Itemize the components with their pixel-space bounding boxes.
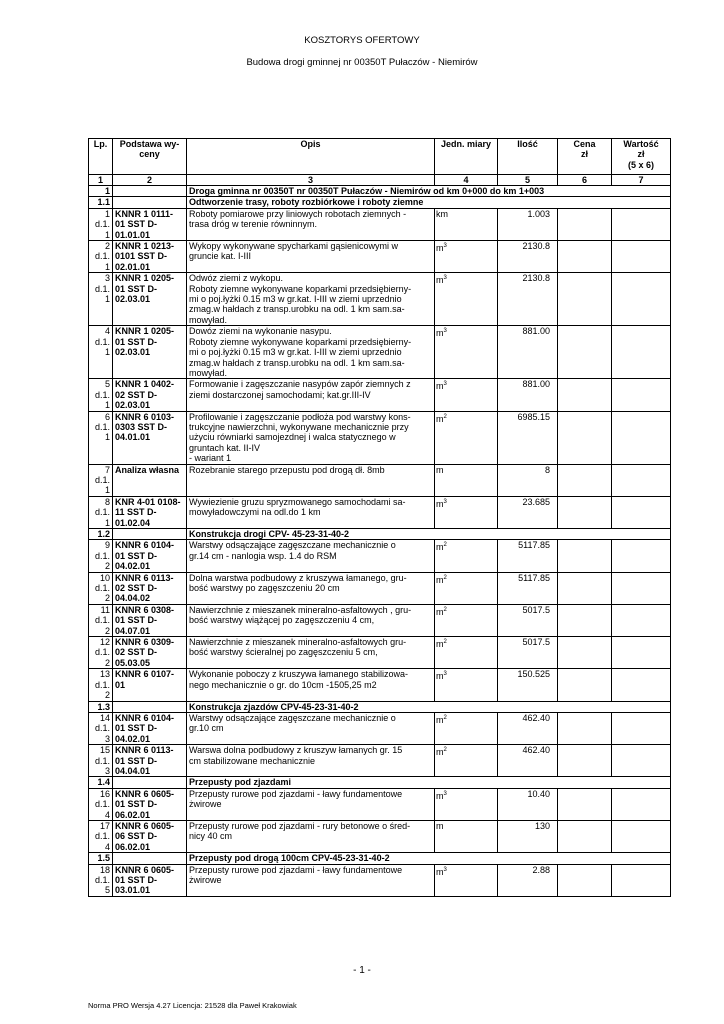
item-description: Nawierzchnie z mieszanek mineralno-asfaltowych , gru- bość warstwy wiążącej po zagęszczeniu 4 cm, bbox=[187, 604, 435, 636]
empty-cell bbox=[113, 529, 187, 540]
header-value: Wartość zł (5 x 6) bbox=[612, 139, 671, 175]
item-unit: $m^2$ bbox=[435, 540, 498, 572]
document-subtitle: Budowa drogi gminnej nr 00350T Pułaczów - Niemirów bbox=[246, 57, 478, 68]
item-price bbox=[558, 637, 612, 669]
item-price bbox=[558, 745, 612, 777]
table-row bbox=[89, 464, 671, 496]
item-unit: $m^3$ bbox=[435, 379, 498, 411]
header-price: Cena zł bbox=[558, 139, 612, 175]
item-value bbox=[612, 669, 671, 701]
page-number: - 1 - bbox=[353, 965, 371, 976]
item-price bbox=[558, 241, 612, 273]
header-quantity: Ilość bbox=[498, 139, 558, 175]
item-basis: KNNR 6 0107- 01 bbox=[113, 669, 187, 701]
item-unit: $m^2$ bbox=[435, 712, 498, 744]
item-description: Wykopy wykonywane spycharkami gąsienicowymi w gruncie kat. I-III bbox=[187, 241, 435, 273]
item-quantity: 2130.8 bbox=[498, 273, 558, 326]
table-row bbox=[89, 820, 671, 852]
item-basis: KNNR 1 0213- 0101 SST D- 02.01.01 bbox=[113, 241, 187, 273]
table-row bbox=[89, 208, 671, 240]
item-lp: 3 d.1. 1 bbox=[89, 273, 113, 326]
column-number: 2 bbox=[113, 175, 187, 186]
empty-cell bbox=[113, 701, 187, 712]
item-lp: 5 d.1. 1 bbox=[89, 379, 113, 411]
item-value bbox=[612, 745, 671, 777]
item-quantity: 6985.15 bbox=[498, 411, 558, 464]
item-value bbox=[612, 208, 671, 240]
item-unit: $m^2$ bbox=[435, 604, 498, 636]
item-description: Warstwy odsączające zagęszczane mechanicznie o gr.10 cm bbox=[187, 712, 435, 744]
table-row bbox=[89, 411, 671, 464]
item-description: Dowóz ziemi na wykonanie nasypu. Roboty ziemne wykonywane koparkami przedsiębierny- mi o poj.łyżki 0.15 m3 w gr.kat. I-III w ziemi uprzednio zmag.w hałdach z transp.urobku na odl. 1 km sam.sa- mowyład. bbox=[187, 326, 435, 379]
item-value bbox=[612, 496, 671, 528]
item-description: Przepusty rurowe pod zjazdami - rury betonowe o śred- nicy 40 cm bbox=[187, 820, 435, 852]
item-value bbox=[612, 241, 671, 273]
section-title: Droga gminna nr 00350T nr 00350T Pułaczów - Niemirów od km 0+000 do km 1+003 bbox=[187, 186, 671, 197]
header-lp: Lp. bbox=[89, 139, 113, 175]
item-unit: $m^3$ bbox=[435, 326, 498, 379]
item-value bbox=[612, 540, 671, 572]
section-title: Konstrukcja zjazdów CPV-45-23-31-40-2 bbox=[187, 701, 671, 712]
item-description: Przepusty rurowe pod zjazdami - ławy fundamentowe żwirowe bbox=[187, 864, 435, 896]
item-description: Rozebranie starego przepustu pod drogą dł. 8mb bbox=[187, 464, 435, 496]
item-unit: $m^3$ bbox=[435, 241, 498, 273]
item-quantity: 2.88 bbox=[498, 864, 558, 896]
item-basis: KNNR 6 0103- 0303 SST D- 04.01.01 bbox=[113, 411, 187, 464]
item-value bbox=[612, 273, 671, 326]
item-quantity: 8 bbox=[498, 464, 558, 496]
section-number: 1.2 bbox=[89, 529, 113, 540]
item-unit: $m^3$ bbox=[435, 496, 498, 528]
item-quantity: 5017.5 bbox=[498, 637, 558, 669]
item-quantity: 1.003 bbox=[498, 208, 558, 240]
item-value bbox=[612, 379, 671, 411]
section-number: 1.3 bbox=[89, 701, 113, 712]
table-row bbox=[89, 379, 671, 411]
item-price bbox=[558, 496, 612, 528]
item-basis: KNNR 6 0113- 01 SST D- 04.04.01 bbox=[113, 745, 187, 777]
item-lp: 11 d.1. 2 bbox=[89, 604, 113, 636]
column-number: 6 bbox=[558, 175, 612, 186]
item-price bbox=[558, 788, 612, 820]
item-value bbox=[612, 864, 671, 896]
table-row bbox=[89, 273, 671, 326]
item-lp: 15 d.1. 3 bbox=[89, 745, 113, 777]
table-row bbox=[89, 712, 671, 744]
section-title: Odtworzenie trasy, roboty rozbiórkowe i roboty ziemne bbox=[187, 197, 671, 208]
item-unit: m bbox=[435, 464, 498, 496]
item-unit: $m^3$ bbox=[435, 864, 498, 896]
item-price bbox=[558, 464, 612, 496]
item-basis: KNNR 6 0605- 06 SST D- 06.02.01 bbox=[113, 820, 187, 852]
item-basis: KNNR 6 0104- 01 SST D- 04.02.01 bbox=[113, 540, 187, 572]
item-description: Nawierzchnie z mieszanek mineralno-asfaltowych gru- bość warstwy ścieralnej po zagęszczeniu 5 cm, bbox=[187, 637, 435, 669]
item-lp: 2 d.1. 1 bbox=[89, 241, 113, 273]
item-description: Warstwy odsączające zagęszczane mechanicznie o gr.14 cm - nanlogia wsp. 1.4 do RSM bbox=[187, 540, 435, 572]
item-price bbox=[558, 411, 612, 464]
item-price bbox=[558, 669, 612, 701]
item-unit: $m^3$ bbox=[435, 788, 498, 820]
section-row bbox=[89, 701, 671, 712]
item-quantity: 881.00 bbox=[498, 326, 558, 379]
item-basis: KNNR 6 0309- 02 SST D- 05.03.05 bbox=[113, 637, 187, 669]
section-number: 1.5 bbox=[89, 853, 113, 864]
item-price bbox=[558, 604, 612, 636]
item-basis: KNNR 6 0308- 01 SST D- 04.07.01 bbox=[113, 604, 187, 636]
item-basis: KNNR 6 0104- 01 SST D- 04.02.01 bbox=[113, 712, 187, 744]
item-basis: KNNR 1 0205- 01 SST D- 02.03.01 bbox=[113, 273, 187, 326]
table-row bbox=[89, 496, 671, 528]
item-unit: $m^2$ bbox=[435, 411, 498, 464]
item-lp: 16 d.1. 4 bbox=[89, 788, 113, 820]
cost-estimate-table bbox=[88, 138, 671, 897]
item-basis: KNNR 1 0111- 01 SST D- 01.01.01 bbox=[113, 208, 187, 240]
item-lp: 17 d.1. 4 bbox=[89, 820, 113, 852]
empty-cell bbox=[113, 186, 187, 197]
item-lp: 14 d.1. 3 bbox=[89, 712, 113, 744]
table-row bbox=[89, 241, 671, 273]
column-number: 4 bbox=[435, 175, 498, 186]
section-title: Przepusty pod zjazdami bbox=[187, 777, 671, 788]
item-price bbox=[558, 273, 612, 326]
item-description: Dolna warstwa podbudowy z kruszywa łamanego, gru- bość warstwy po zagęszczeniu 20 cm bbox=[187, 572, 435, 604]
item-lp: 9 d.1. 2 bbox=[89, 540, 113, 572]
table-row bbox=[89, 637, 671, 669]
item-unit: $m^3$ bbox=[435, 669, 498, 701]
item-description: Formowanie i zagęszczanie nasypów zapór ziemnych z ziemi dostarczonej samochodami; kat.gr.III-IV bbox=[187, 379, 435, 411]
item-value bbox=[612, 326, 671, 379]
item-lp: 6 d.1. 1 bbox=[89, 411, 113, 464]
item-price bbox=[558, 540, 612, 572]
table-row bbox=[89, 572, 671, 604]
column-number: 7 bbox=[612, 175, 671, 186]
item-quantity: 5117.85 bbox=[498, 572, 558, 604]
item-quantity: 10.40 bbox=[498, 788, 558, 820]
item-value bbox=[612, 820, 671, 852]
item-basis: KNR 4-01 0108- 11 SST D- 01.02.04 bbox=[113, 496, 187, 528]
table-row bbox=[89, 788, 671, 820]
item-lp: 12 d.1. 2 bbox=[89, 637, 113, 669]
item-value bbox=[612, 411, 671, 464]
header-description: Opis bbox=[187, 139, 435, 175]
item-value bbox=[612, 464, 671, 496]
section-row bbox=[89, 529, 671, 540]
item-quantity: 5117.85 bbox=[498, 540, 558, 572]
item-unit: $m^3$ bbox=[435, 273, 498, 326]
section-number: 1 bbox=[89, 186, 113, 197]
item-quantity: 881.00 bbox=[498, 379, 558, 411]
item-quantity: 2130.8 bbox=[498, 241, 558, 273]
empty-cell bbox=[113, 853, 187, 864]
item-unit: m bbox=[435, 820, 498, 852]
item-lp: 13 d.1. 2 bbox=[89, 669, 113, 701]
item-lp: 1 d.1. 1 bbox=[89, 208, 113, 240]
item-description: Roboty pomiarowe przy liniowych robotach ziemnych - trasa dróg w terenie równinnym. bbox=[187, 208, 435, 240]
section-row bbox=[89, 186, 671, 197]
section-number: 1.4 bbox=[89, 777, 113, 788]
column-number: 3 bbox=[187, 175, 435, 186]
item-quantity: 23.685 bbox=[498, 496, 558, 528]
section-title: Konstrukcja drogi CPV- 45-23-31-40-2 bbox=[187, 529, 671, 540]
section-row bbox=[89, 777, 671, 788]
header-unit: Jedn. miary bbox=[435, 139, 498, 175]
item-unit: km bbox=[435, 208, 498, 240]
item-price bbox=[558, 326, 612, 379]
table-row bbox=[89, 669, 671, 701]
item-value bbox=[612, 712, 671, 744]
item-lp: 10 d.1. 2 bbox=[89, 572, 113, 604]
item-quantity: 150.525 bbox=[498, 669, 558, 701]
license-note: Norma PRO Wersja 4.27 Licencja: 21528 dla Paweł Krakowiak bbox=[88, 1001, 297, 1010]
section-row bbox=[89, 853, 671, 864]
item-unit: $m^2$ bbox=[435, 572, 498, 604]
item-description: Przepusty rurowe pod zjazdami - ławy fundamentowe żwirowe bbox=[187, 788, 435, 820]
item-price bbox=[558, 864, 612, 896]
item-quantity: 462.40 bbox=[498, 745, 558, 777]
item-unit: $m^2$ bbox=[435, 637, 498, 669]
item-description: Wykonanie poboczy z kruszywa łamanego stabilizowa- nego mechanicznie o gr. do 10cm -1505,25 m2 bbox=[187, 669, 435, 701]
table-row bbox=[89, 326, 671, 379]
item-value bbox=[612, 637, 671, 669]
item-price bbox=[558, 820, 612, 852]
item-lp: 18 d.1. 5 bbox=[89, 864, 113, 896]
column-number: 1 bbox=[89, 175, 113, 186]
item-description: Warswa dolna podbudowy z kruszyw łamanych gr. 15 cm stabilizowane mechanicznie bbox=[187, 745, 435, 777]
item-basis: KNNR 6 0605- 01 SST D- 06.02.01 bbox=[113, 788, 187, 820]
item-basis: Analiza własna bbox=[113, 464, 187, 496]
item-basis: KNNR 6 0605- 01 SST D- 03.01.01 bbox=[113, 864, 187, 896]
item-quantity: 130 bbox=[498, 820, 558, 852]
item-price bbox=[558, 379, 612, 411]
item-value bbox=[612, 788, 671, 820]
section-number: 1.1 bbox=[89, 197, 113, 208]
item-description: Wywiezienie gruzu spryzmowanego samochodami sa- mowyładowczymi na odl.do 1 km bbox=[187, 496, 435, 528]
item-price bbox=[558, 208, 612, 240]
item-basis: KNNR 1 0205- 01 SST D- 02.03.01 bbox=[113, 326, 187, 379]
document-title: KOSZTORYS OFERTOWY bbox=[304, 35, 420, 46]
table-row bbox=[89, 864, 671, 896]
item-value bbox=[612, 572, 671, 604]
empty-cell bbox=[113, 777, 187, 788]
item-price bbox=[558, 712, 612, 744]
section-title: Przepusty pod drogą 100cm CPV-45-23-31-40-2 bbox=[187, 853, 671, 864]
empty-cell bbox=[113, 197, 187, 208]
column-number: 5 bbox=[498, 175, 558, 186]
item-description: Odwóz ziemi z wykopu. Roboty ziemne wykonywane koparkami przedsiębierny- mi o poj.łyżki 0.15 m3 w gr.kat. I-III w ziemi uprzednio zmag.w hałdach z transp.urobku na odl. 1 km sam.sa- mowyład. bbox=[187, 273, 435, 326]
item-quantity: 5017.5 bbox=[498, 604, 558, 636]
item-value bbox=[612, 604, 671, 636]
item-price bbox=[558, 572, 612, 604]
table-row bbox=[89, 540, 671, 572]
table-row bbox=[89, 745, 671, 777]
item-basis: KNNR 1 0402- 02 SST D- 02.03.01 bbox=[113, 379, 187, 411]
item-lp: 8 d.1. 1 bbox=[89, 496, 113, 528]
item-lp: 4 d.1. 1 bbox=[89, 326, 113, 379]
item-quantity: 462.40 bbox=[498, 712, 558, 744]
item-lp: 7 d.1. 1 bbox=[89, 464, 113, 496]
section-row bbox=[89, 197, 671, 208]
table-row bbox=[89, 604, 671, 636]
item-unit: $m^2$ bbox=[435, 745, 498, 777]
item-description: Profilowanie i zagęszczanie podłoża pod warstwy kons- trukcyjne nawierzchni, wykonywane mechanicznie przy użyciu równiarki samojezdnej i walca statycznego w gruntach kat. II-IV - wariant 1 bbox=[187, 411, 435, 464]
item-basis: KNNR 6 0113- 02 SST D- 04.04.02 bbox=[113, 572, 187, 604]
header-basis: Podstawa wy- ceny bbox=[113, 139, 187, 175]
